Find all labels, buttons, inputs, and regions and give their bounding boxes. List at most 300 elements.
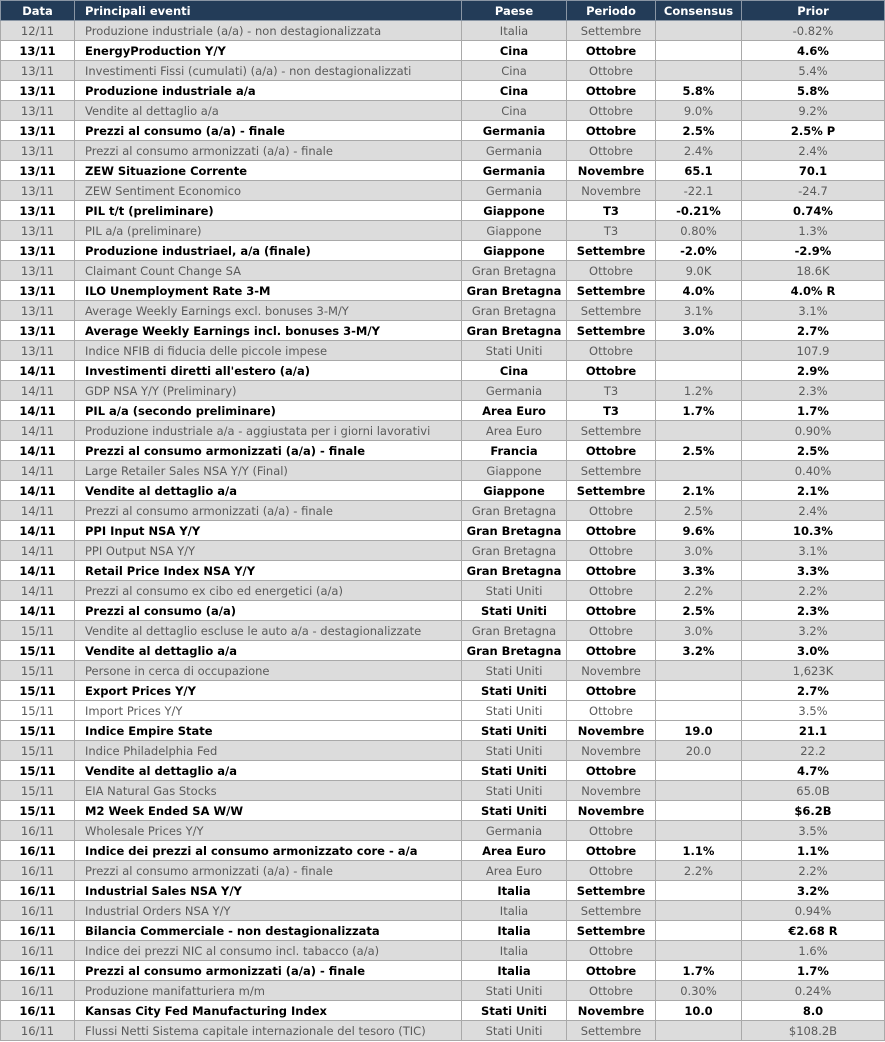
cell-period: Settembre — [567, 921, 656, 941]
cell-country: Cina — [462, 81, 567, 101]
cell-consensus — [656, 941, 742, 961]
cell-date: 13/11 — [1, 41, 75, 61]
cell-event: Prezzi al consumo (a/a) - finale — [75, 121, 462, 141]
table-row — [1, 621, 885, 641]
cell-date: 16/11 — [1, 981, 75, 1001]
table-body — [1, 21, 885, 1041]
cell-date: 16/11 — [1, 841, 75, 861]
table-row — [1, 81, 885, 101]
cell-prior: 1.6% — [742, 941, 885, 961]
cell-event: ZEW Situazione Corrente — [75, 161, 462, 181]
cell-period: Ottobre — [567, 441, 656, 461]
cell-country: Germania — [462, 161, 567, 181]
cell-country: Gran Bretagna — [462, 621, 567, 641]
cell-date: 16/11 — [1, 1001, 75, 1021]
cell-date: 14/11 — [1, 521, 75, 541]
table-row — [1, 381, 885, 401]
cell-consensus — [656, 681, 742, 701]
table-row — [1, 121, 885, 141]
cell-event: PIL a/a (preliminare) — [75, 221, 462, 241]
cell-period: Settembre — [567, 301, 656, 321]
cell-country: Cina — [462, 361, 567, 381]
cell-event: Prezzi al consumo armonizzati (a/a) - finale — [75, 501, 462, 521]
cell-date: 13/11 — [1, 261, 75, 281]
cell-period: Ottobre — [567, 521, 656, 541]
cell-country: Gran Bretagna — [462, 301, 567, 321]
cell-consensus: 4.0% — [656, 281, 742, 301]
table-row — [1, 921, 885, 941]
cell-consensus — [656, 821, 742, 841]
cell-date: 14/11 — [1, 441, 75, 461]
table-row — [1, 821, 885, 841]
table-row — [1, 421, 885, 441]
cell-prior: 2.7% — [742, 321, 885, 341]
cell-period: Novembre — [567, 721, 656, 741]
cell-consensus: 20.0 — [656, 741, 742, 761]
cell-period: Ottobre — [567, 941, 656, 961]
cell-period: Settembre — [567, 481, 656, 501]
cell-prior: 1.7% — [742, 401, 885, 421]
table-row — [1, 801, 885, 821]
table-row — [1, 1001, 885, 1021]
cell-period: Settembre — [567, 241, 656, 261]
header-date: Data — [1, 1, 75, 21]
cell-event: Vendite al dettaglio escluse le auto a/a - destagionalizzate — [75, 621, 462, 641]
cell-period: Settembre — [567, 21, 656, 41]
table-row — [1, 641, 885, 661]
cell-event: Large Retailer Sales NSA Y/Y (Final) — [75, 461, 462, 481]
cell-date: 13/11 — [1, 161, 75, 181]
cell-event: PIL a/a (secondo preliminare) — [75, 401, 462, 421]
cell-country: Gran Bretagna — [462, 641, 567, 661]
cell-period: Ottobre — [567, 341, 656, 361]
cell-event: Prezzi al consumo (a/a) — [75, 601, 462, 621]
cell-period: T3 — [567, 201, 656, 221]
cell-date: 16/11 — [1, 881, 75, 901]
cell-period: Novembre — [567, 781, 656, 801]
cell-consensus: 9.0K — [656, 261, 742, 281]
cell-date: 13/11 — [1, 181, 75, 201]
cell-period: Ottobre — [567, 641, 656, 661]
cell-prior: 18.6K — [742, 261, 885, 281]
cell-prior: 2.5% — [742, 441, 885, 461]
cell-period: Ottobre — [567, 861, 656, 881]
cell-period: Novembre — [567, 1001, 656, 1021]
cell-consensus — [656, 61, 742, 81]
table-row — [1, 721, 885, 741]
cell-date: 14/11 — [1, 541, 75, 561]
cell-date: 13/11 — [1, 101, 75, 121]
cell-date: 13/11 — [1, 241, 75, 261]
cell-period: Novembre — [567, 661, 656, 681]
cell-period: Settembre — [567, 1021, 656, 1041]
cell-period: Settembre — [567, 321, 656, 341]
cell-country: Stati Uniti — [462, 781, 567, 801]
table-row — [1, 521, 885, 541]
cell-prior: -0.82% — [742, 21, 885, 41]
cell-prior: 2.3% — [742, 381, 885, 401]
cell-consensus: 1.7% — [656, 401, 742, 421]
cell-consensus — [656, 881, 742, 901]
cell-prior: 9.2% — [742, 101, 885, 121]
cell-event: EIA Natural Gas Stocks — [75, 781, 462, 801]
cell-country: Gran Bretagna — [462, 561, 567, 581]
header-event: Principali eventi — [75, 1, 462, 21]
cell-prior: 0.40% — [742, 461, 885, 481]
cell-event: Average Weekly Earnings excl. bonuses 3-M/Y — [75, 301, 462, 321]
cell-consensus: 65.1 — [656, 161, 742, 181]
cell-consensus — [656, 761, 742, 781]
cell-consensus — [656, 421, 742, 441]
header-period: Periodo — [567, 1, 656, 21]
cell-date: 13/11 — [1, 221, 75, 241]
cell-country: Giappone — [462, 221, 567, 241]
cell-prior: 1,623K — [742, 661, 885, 681]
cell-date: 15/11 — [1, 701, 75, 721]
cell-date: 16/11 — [1, 1021, 75, 1041]
cell-event: Produzione industriale a/a — [75, 81, 462, 101]
cell-date: 14/11 — [1, 601, 75, 621]
cell-event: Kansas City Fed Manufacturing Index — [75, 1001, 462, 1021]
table-row — [1, 21, 885, 41]
header-prior: Prior — [742, 1, 885, 21]
table-row — [1, 701, 885, 721]
cell-period: Ottobre — [567, 561, 656, 581]
cell-event: M2 Week Ended SA W/W — [75, 801, 462, 821]
cell-event: ZEW Sentiment Economico — [75, 181, 462, 201]
cell-prior: 5.8% — [742, 81, 885, 101]
cell-event: Export Prices Y/Y — [75, 681, 462, 701]
cell-prior: 2.4% — [742, 501, 885, 521]
cell-consensus: 3.2% — [656, 641, 742, 661]
cell-event: Vendite al dettaglio a/a — [75, 641, 462, 661]
cell-date: 15/11 — [1, 721, 75, 741]
table-row — [1, 501, 885, 521]
table-row — [1, 861, 885, 881]
cell-period: Settembre — [567, 901, 656, 921]
cell-consensus: 9.6% — [656, 521, 742, 541]
cell-country: Cina — [462, 61, 567, 81]
cell-prior: 3.5% — [742, 701, 885, 721]
table-row — [1, 601, 885, 621]
cell-event: ILO Unemployment Rate 3-M — [75, 281, 462, 301]
cell-event: Bilancia Commerciale - non destagionalizzata — [75, 921, 462, 941]
cell-period: Ottobre — [567, 821, 656, 841]
cell-country: Italia — [462, 881, 567, 901]
cell-date: 15/11 — [1, 761, 75, 781]
table-row — [1, 441, 885, 461]
cell-period: Ottobre — [567, 361, 656, 381]
table-row — [1, 341, 885, 361]
cell-consensus — [656, 901, 742, 921]
cell-prior: 0.94% — [742, 901, 885, 921]
cell-date: 14/11 — [1, 421, 75, 441]
table-row — [1, 901, 885, 921]
cell-country: Germania — [462, 821, 567, 841]
cell-country: Gran Bretagna — [462, 521, 567, 541]
cell-event: Vendite al dettaglio a/a — [75, 481, 462, 501]
cell-date: 16/11 — [1, 941, 75, 961]
cell-event: Vendite al dettaglio a/a — [75, 101, 462, 121]
cell-date: 13/11 — [1, 61, 75, 81]
cell-consensus: -22.1 — [656, 181, 742, 201]
table-header — [1, 1, 885, 21]
cell-period: Ottobre — [567, 841, 656, 861]
table-row — [1, 161, 885, 181]
cell-event: GDP NSA Y/Y (Preliminary) — [75, 381, 462, 401]
cell-country: Germania — [462, 121, 567, 141]
cell-event: Indice dei prezzi al consumo armonizzato core - a/a — [75, 841, 462, 861]
cell-country: Stati Uniti — [462, 761, 567, 781]
cell-prior: 10.3% — [742, 521, 885, 541]
cell-consensus — [656, 661, 742, 681]
cell-country: Stati Uniti — [462, 1001, 567, 1021]
cell-event: Wholesale Prices Y/Y — [75, 821, 462, 841]
cell-period: Settembre — [567, 461, 656, 481]
cell-country: Area Euro — [462, 861, 567, 881]
cell-country: Germania — [462, 181, 567, 201]
cell-period: Ottobre — [567, 81, 656, 101]
table-row — [1, 941, 885, 961]
cell-consensus — [656, 1021, 742, 1041]
cell-period: Ottobre — [567, 981, 656, 1001]
cell-prior: 4.7% — [742, 761, 885, 781]
cell-consensus — [656, 921, 742, 941]
cell-date: 13/11 — [1, 201, 75, 221]
cell-prior: -24.7 — [742, 181, 885, 201]
cell-period: Ottobre — [567, 601, 656, 621]
cell-date: 14/11 — [1, 561, 75, 581]
cell-country: Gran Bretagna — [462, 321, 567, 341]
cell-consensus: -2.0% — [656, 241, 742, 261]
cell-period: Ottobre — [567, 681, 656, 701]
cell-event: PPI Input NSA Y/Y — [75, 521, 462, 541]
cell-prior: 2.5% P — [742, 121, 885, 141]
cell-consensus: 2.4% — [656, 141, 742, 161]
cell-country: Italia — [462, 961, 567, 981]
table-row — [1, 181, 885, 201]
cell-country: Giappone — [462, 481, 567, 501]
cell-country: Giappone — [462, 461, 567, 481]
cell-date: 15/11 — [1, 641, 75, 661]
table-row — [1, 281, 885, 301]
cell-country: Stati Uniti — [462, 801, 567, 821]
cell-country: Gran Bretagna — [462, 541, 567, 561]
cell-country: Germania — [462, 141, 567, 161]
cell-date: 16/11 — [1, 821, 75, 841]
cell-consensus: 9.0% — [656, 101, 742, 121]
cell-prior: 0.24% — [742, 981, 885, 1001]
cell-period: Novembre — [567, 741, 656, 761]
cell-prior: 3.3% — [742, 561, 885, 581]
cell-country: Stati Uniti — [462, 1021, 567, 1041]
cell-prior: 70.1 — [742, 161, 885, 181]
cell-consensus — [656, 21, 742, 41]
cell-date: 14/11 — [1, 461, 75, 481]
cell-consensus — [656, 41, 742, 61]
cell-prior: 1.7% — [742, 961, 885, 981]
cell-date: 14/11 — [1, 401, 75, 421]
cell-period: Ottobre — [567, 141, 656, 161]
cell-period: Ottobre — [567, 61, 656, 81]
cell-consensus: 10.0 — [656, 1001, 742, 1021]
cell-event: Prezzi al consumo armonizzati (a/a) - finale — [75, 141, 462, 161]
table-row — [1, 781, 885, 801]
cell-country: Stati Uniti — [462, 601, 567, 621]
cell-event: Persone in cerca di occupazione — [75, 661, 462, 681]
cell-prior: 22.2 — [742, 741, 885, 761]
cell-date: 15/11 — [1, 741, 75, 761]
cell-period: Ottobre — [567, 121, 656, 141]
cell-event: Prezzi al consumo armonizzati (a/a) - finale — [75, 861, 462, 881]
cell-country: Stati Uniti — [462, 581, 567, 601]
cell-event: Vendite al dettaglio a/a — [75, 761, 462, 781]
cell-country: Italia — [462, 21, 567, 41]
cell-prior: 5.4% — [742, 61, 885, 81]
cell-period: T3 — [567, 381, 656, 401]
cell-prior: 0.90% — [742, 421, 885, 441]
cell-country: Italia — [462, 921, 567, 941]
cell-consensus — [656, 461, 742, 481]
cell-prior: 3.2% — [742, 621, 885, 641]
cell-country: Stati Uniti — [462, 701, 567, 721]
table-row — [1, 61, 885, 81]
cell-country: Stati Uniti — [462, 681, 567, 701]
cell-country: Italia — [462, 941, 567, 961]
table-row — [1, 481, 885, 501]
cell-period: Settembre — [567, 881, 656, 901]
table-row — [1, 261, 885, 281]
cell-event: EnergyProduction Y/Y — [75, 41, 462, 61]
cell-prior: 4.6% — [742, 41, 885, 61]
cell-prior: 1.3% — [742, 221, 885, 241]
cell-prior: $108.2B — [742, 1021, 885, 1041]
cell-country: Gran Bretagna — [462, 261, 567, 281]
cell-event: Claimant Count Change SA — [75, 261, 462, 281]
cell-prior: 0.74% — [742, 201, 885, 221]
cell-country: Francia — [462, 441, 567, 461]
cell-country: Area Euro — [462, 841, 567, 861]
cell-date: 14/11 — [1, 481, 75, 501]
cell-consensus — [656, 361, 742, 381]
cell-period: Ottobre — [567, 581, 656, 601]
table-row — [1, 321, 885, 341]
cell-country: Stati Uniti — [462, 341, 567, 361]
cell-country: Italia — [462, 901, 567, 921]
cell-consensus: 2.2% — [656, 581, 742, 601]
header-consensus: Consensus — [656, 1, 742, 21]
cell-prior: 8.0 — [742, 1001, 885, 1021]
cell-consensus: 2.1% — [656, 481, 742, 501]
table-row — [1, 541, 885, 561]
table-row — [1, 41, 885, 61]
cell-country: Stati Uniti — [462, 741, 567, 761]
cell-date: 13/11 — [1, 321, 75, 341]
cell-consensus: 2.5% — [656, 601, 742, 621]
cell-consensus — [656, 701, 742, 721]
cell-consensus: 1.7% — [656, 961, 742, 981]
cell-period: Ottobre — [567, 761, 656, 781]
cell-prior: €2.68 R — [742, 921, 885, 941]
cell-country: Cina — [462, 101, 567, 121]
cell-event: Produzione manifatturiera m/m — [75, 981, 462, 1001]
cell-prior: 21.1 — [742, 721, 885, 741]
cell-country: Area Euro — [462, 421, 567, 441]
cell-period: T3 — [567, 221, 656, 241]
cell-event: Indice Empire State — [75, 721, 462, 741]
cell-event: Produzione industriael, a/a (finale) — [75, 241, 462, 261]
cell-consensus: 19.0 — [656, 721, 742, 741]
cell-date: 13/11 — [1, 301, 75, 321]
cell-date: 14/11 — [1, 361, 75, 381]
table-row — [1, 961, 885, 981]
cell-period: Novembre — [567, 161, 656, 181]
cell-prior: 2.2% — [742, 861, 885, 881]
cell-date: 15/11 — [1, 681, 75, 701]
table-row — [1, 681, 885, 701]
cell-event: Average Weekly Earnings incl. bonuses 3-M/Y — [75, 321, 462, 341]
cell-date: 14/11 — [1, 381, 75, 401]
cell-prior: $6.2B — [742, 801, 885, 821]
cell-date: 14/11 — [1, 501, 75, 521]
header-country: Paese — [462, 1, 567, 21]
cell-consensus: 2.5% — [656, 441, 742, 461]
cell-period: Ottobre — [567, 701, 656, 721]
table-row — [1, 1021, 885, 1041]
cell-event: Indice dei prezzi NIC al consumo incl. tabacco (a/a) — [75, 941, 462, 961]
cell-consensus: 3.0% — [656, 541, 742, 561]
cell-event: Prezzi al consumo ex cibo ed energetici (a/a) — [75, 581, 462, 601]
cell-consensus — [656, 801, 742, 821]
cell-event: Prezzi al consumo armonizzati (a/a) - finale — [75, 441, 462, 461]
cell-event: Retail Price Index NSA Y/Y — [75, 561, 462, 581]
cell-prior: 2.9% — [742, 361, 885, 381]
cell-consensus: 0.80% — [656, 221, 742, 241]
cell-date: 13/11 — [1, 81, 75, 101]
cell-consensus: -0.21% — [656, 201, 742, 221]
cell-event: Indice Philadelphia Fed — [75, 741, 462, 761]
table-row — [1, 741, 885, 761]
table-row — [1, 661, 885, 681]
cell-period: Novembre — [567, 181, 656, 201]
cell-event: Investimenti Fissi (cumulati) (a/a) - non destagionalizzati — [75, 61, 462, 81]
table-row — [1, 101, 885, 121]
cell-prior: -2.9% — [742, 241, 885, 261]
cell-consensus: 2.5% — [656, 121, 742, 141]
cell-prior: 2.3% — [742, 601, 885, 621]
cell-event: Indice NFIB di fiducia delle piccole impese — [75, 341, 462, 361]
table-row — [1, 221, 885, 241]
table-row — [1, 301, 885, 321]
cell-period: Ottobre — [567, 41, 656, 61]
cell-date: 13/11 — [1, 341, 75, 361]
cell-period: Ottobre — [567, 261, 656, 281]
table-row — [1, 561, 885, 581]
cell-date: 12/11 — [1, 21, 75, 41]
cell-country: Germania — [462, 381, 567, 401]
cell-period: Ottobre — [567, 621, 656, 641]
table-row — [1, 841, 885, 861]
cell-prior: 2.7% — [742, 681, 885, 701]
cell-event: Industrial Orders NSA Y/Y — [75, 901, 462, 921]
cell-prior: 3.2% — [742, 881, 885, 901]
cell-period: Settembre — [567, 421, 656, 441]
cell-event: Prezzi al consumo armonizzati (a/a) - finale — [75, 961, 462, 981]
cell-period: Ottobre — [567, 101, 656, 121]
cell-period: Novembre — [567, 801, 656, 821]
cell-consensus: 0.30% — [656, 981, 742, 1001]
cell-country: Gran Bretagna — [462, 501, 567, 521]
